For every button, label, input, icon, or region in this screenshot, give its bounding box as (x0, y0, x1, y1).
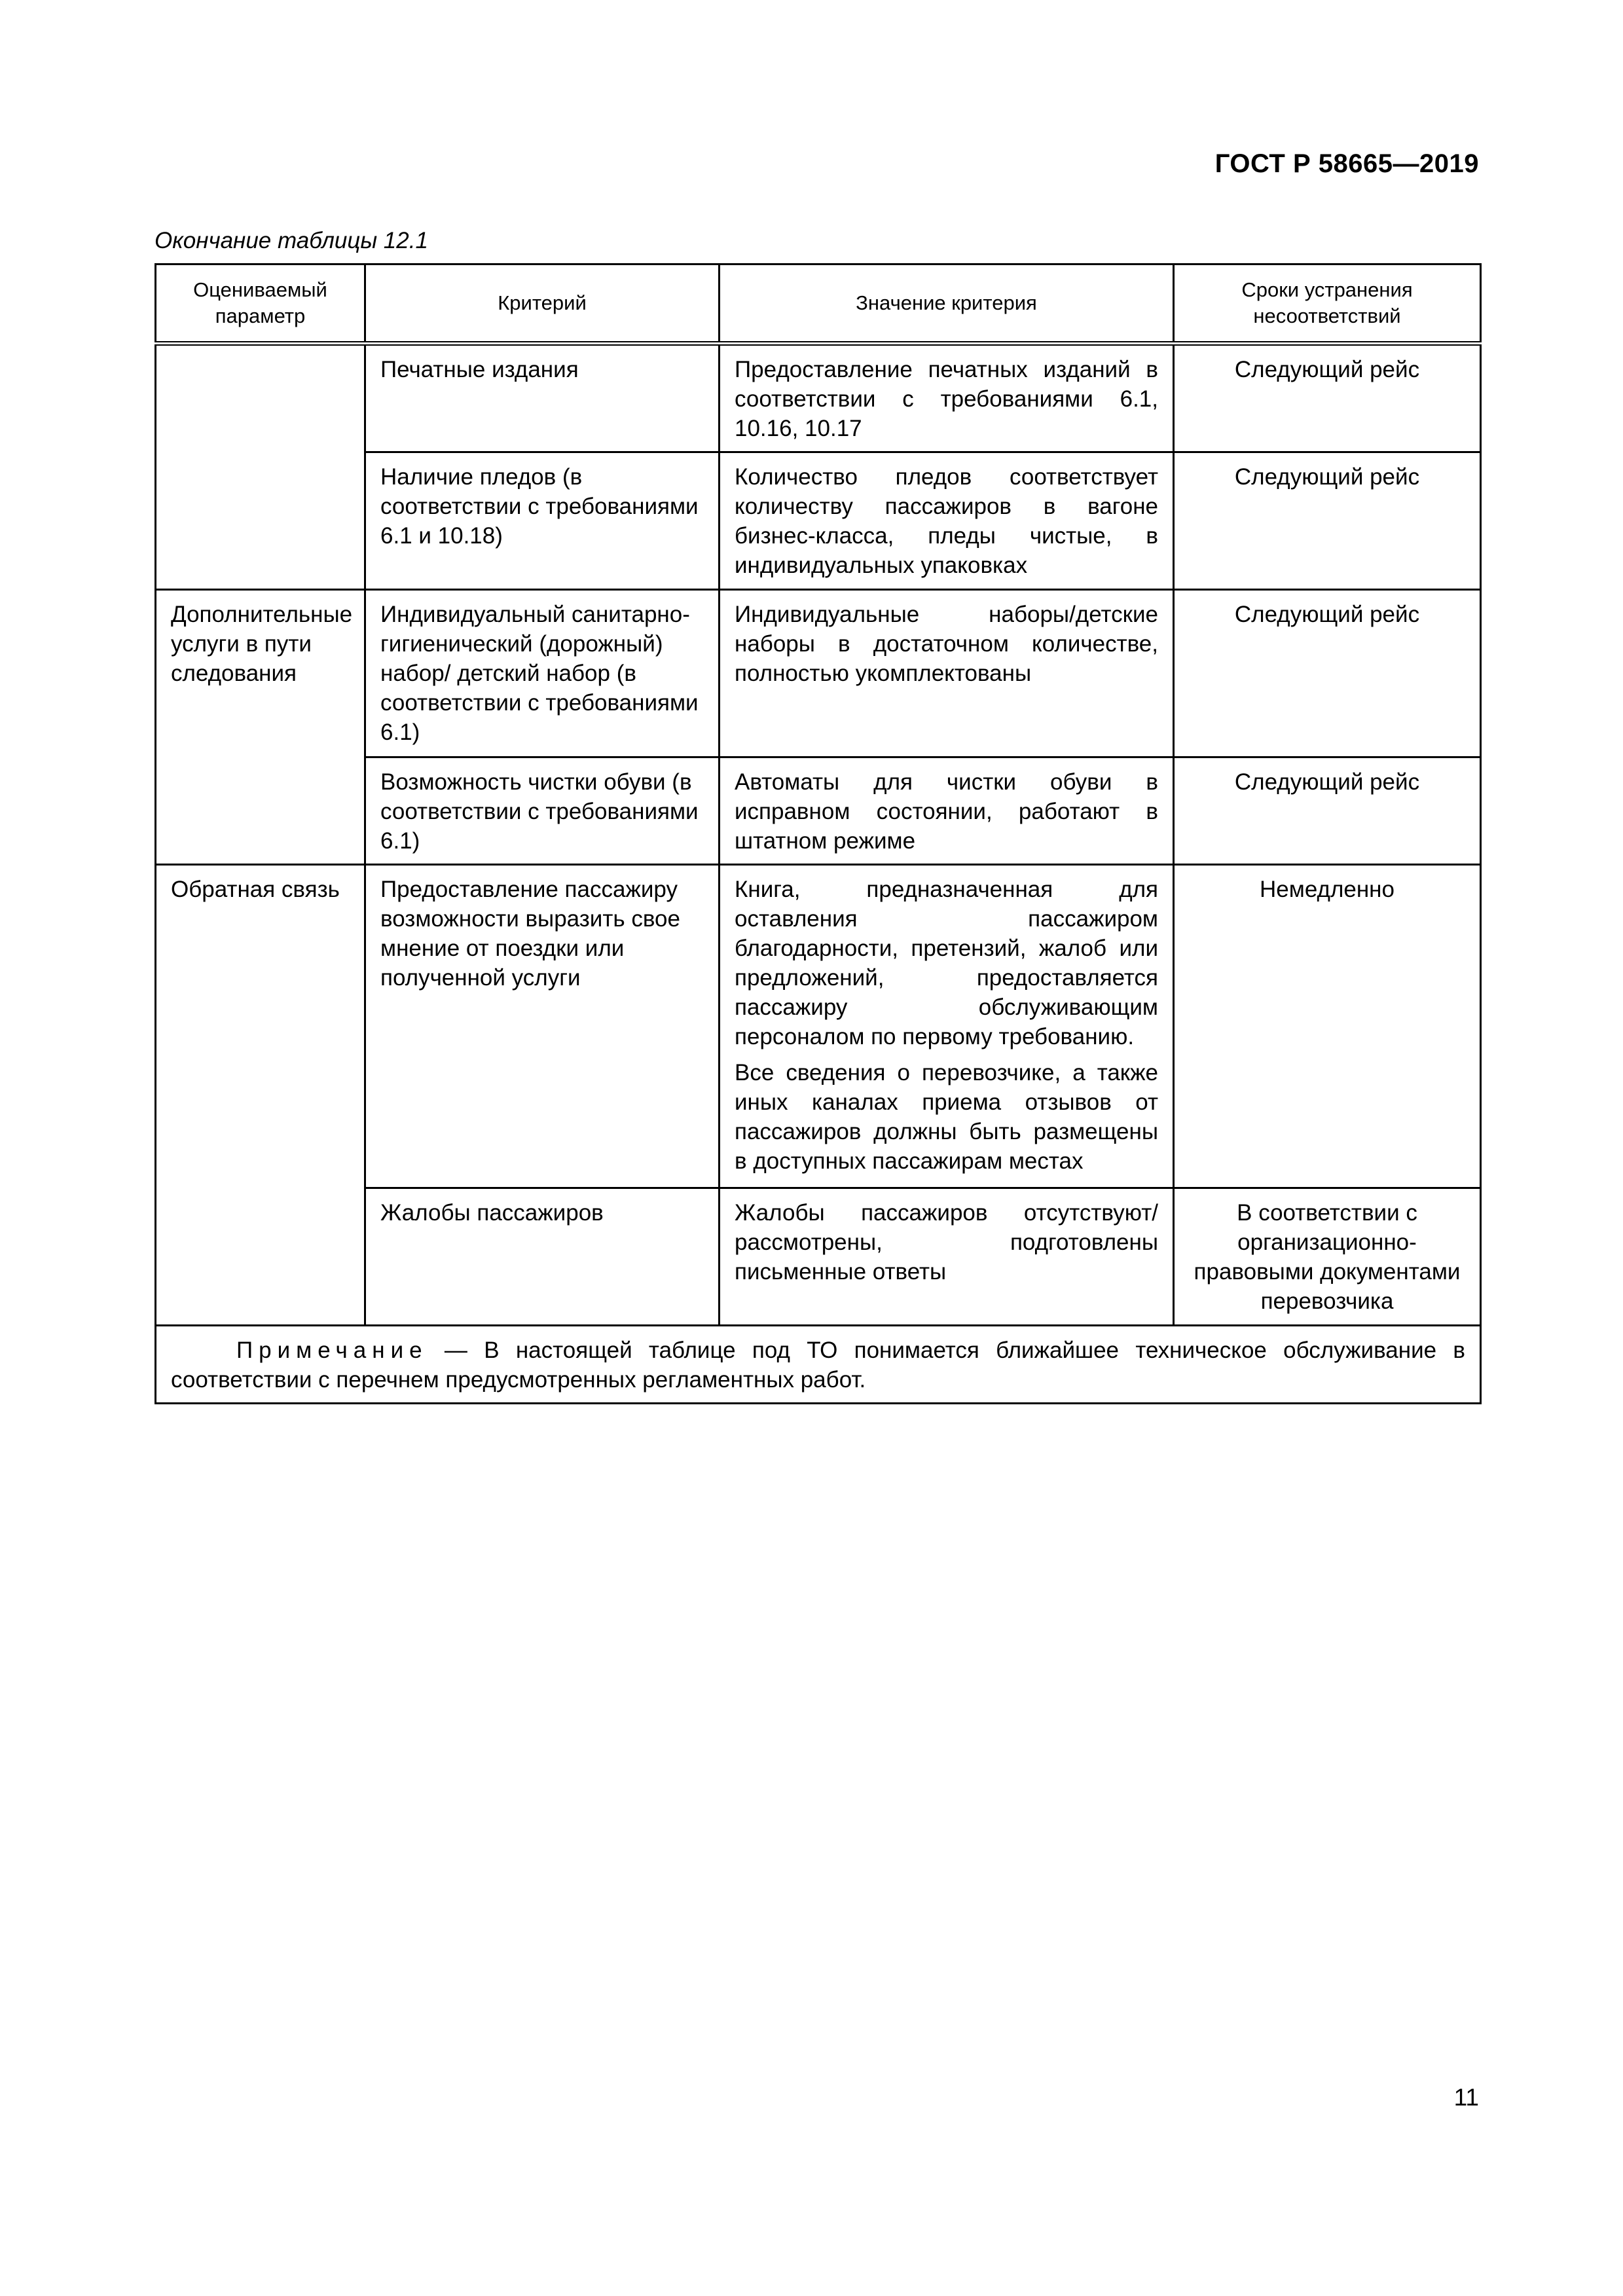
table-header-row (156, 264, 1481, 344)
value-paragraph: Все сведения о перевозчике, а также иных каналах приема отзывов от пассажиров должны быть размещены в доступных пассажирам местах (735, 1060, 1158, 1174)
criterion-cell: Наличие пледов (в соответствии с требованиями 6.1 и 10.18) (365, 452, 720, 590)
deadline-cell: Следующий рейс (1174, 757, 1481, 865)
document-code: ГОСТ Р 58665—2019 (1214, 149, 1479, 178)
table-caption: Окончание таблицы 12.1 (155, 228, 428, 253)
criterion-cell: Индивидуальный санитарно-гигиенический (дорожный) набор/ детский набор (в соответствии с требованиями 6.1) (365, 590, 720, 757)
deadline-cell: Следующий рейс (1174, 590, 1481, 757)
note-label: Примечание (236, 1338, 428, 1363)
value-cell: Индивидуальные наборы/детские наборы в достаточном количестве, полностью укомплектованы (720, 590, 1174, 757)
value-cell (720, 865, 1174, 1188)
column-header-parameter: Оцениваемый параметр (156, 264, 365, 344)
criterion-cell: Печатные издания (365, 344, 720, 452)
parameter-cell: Обратная связь (156, 865, 365, 1326)
deadline-cell: Следующий рейс (1174, 344, 1481, 452)
deadline-cell: Немедленно (1174, 865, 1481, 1188)
criterion-cell: Жалобы пассажиров (365, 1188, 720, 1326)
table-row (156, 865, 1481, 1188)
note-text: — В настоящей таблице под ТО понимается ближайшее техническое обслуживание в соответствии с перечнем предусмотренных регламентных работ. (171, 1338, 1465, 1393)
criterion-cell: Возможность чистки обуви (в соответствии с требованиями 6.1) (365, 757, 720, 865)
deadline-cell: Следующий рейс (1174, 452, 1481, 590)
parameter-cell-empty (156, 344, 365, 590)
table-row (156, 590, 1481, 757)
value-cell: Автоматы для чистки обуви в исправном состоянии, работают в штатном режиме (720, 757, 1174, 865)
value-cell: Предоставление печатных изданий в соответствии с требованиями 6.1, 10.16, 10.17 (720, 344, 1174, 452)
parameter-cell: Дополнительные услуги в пути следования (156, 590, 365, 865)
value-cell: Количество пледов соответствует количеству пассажиров в вагоне бизнес-класса, пледы чистые, в индивидуальных упаковках (720, 452, 1174, 590)
value-paragraph: Книга, предназначенная для оставления пассажиром благодарности, претензий, жалоб или предложений, предоставляется пассажиру обслуживающим персоналом по первому требованию. (735, 877, 1158, 1049)
note-row (156, 1326, 1481, 1404)
column-header-criterion: Критерий (365, 264, 720, 344)
table-note (156, 1326, 1481, 1404)
column-header-deadline: Сроки устранения несоответствий (1174, 264, 1481, 344)
column-header-value: Значение критерия (720, 264, 1174, 344)
criteria-table (155, 263, 1482, 1404)
deadline-cell: В соответствии с организационно-правовыми документами перевозчика (1174, 1188, 1481, 1326)
table-row (156, 344, 1481, 452)
criterion-cell: Предоставление пассажиру возможности выразить свое мнение от поездки или полученной услуги (365, 865, 720, 1188)
page-number: 11 (1453, 2084, 1479, 2111)
value-cell: Жалобы пассажиров отсутствуют/ рассмотрены, подготовлены письменные ответы (720, 1188, 1174, 1326)
